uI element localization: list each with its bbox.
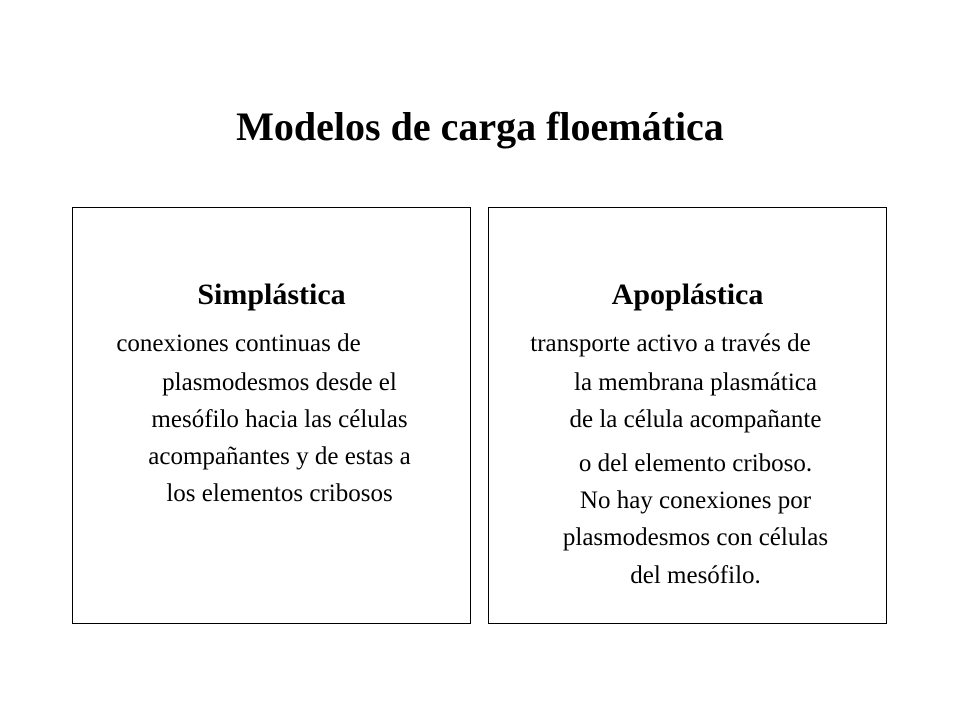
apoplastic-line: transporte activo a través de: [530, 330, 811, 357]
apoplastic-line: de la célula acompañante: [569, 406, 822, 433]
slide-title: Modelos de carga floemática: [236, 104, 724, 149]
apoplastic-panel: [488, 207, 887, 624]
simplastic-line: los elementos cribosos: [166, 480, 393, 507]
apoplastic-line: del mesófilo.: [630, 562, 761, 589]
simplastic-line: conexiones continuas de: [116, 330, 361, 357]
apoplastic-line: o del elemento criboso.: [578, 450, 813, 477]
apoplastic-heading: Apoplástica: [611, 278, 764, 311]
apoplastic-line: plasmodesmos con células: [562, 524, 829, 551]
simplastic-panel: [72, 207, 471, 624]
simplastic-line: mesófilo hacia las células: [151, 406, 408, 433]
apoplastic-line: la membrana plasmática: [574, 369, 817, 396]
simplastic-line: acompañantes y de estas a: [148, 443, 411, 470]
apoplastic-line: No hay conexiones por: [579, 487, 812, 514]
simplastic-heading: Simplástica: [197, 278, 346, 311]
simplastic-line: plasmodesmos desde el: [162, 369, 397, 396]
